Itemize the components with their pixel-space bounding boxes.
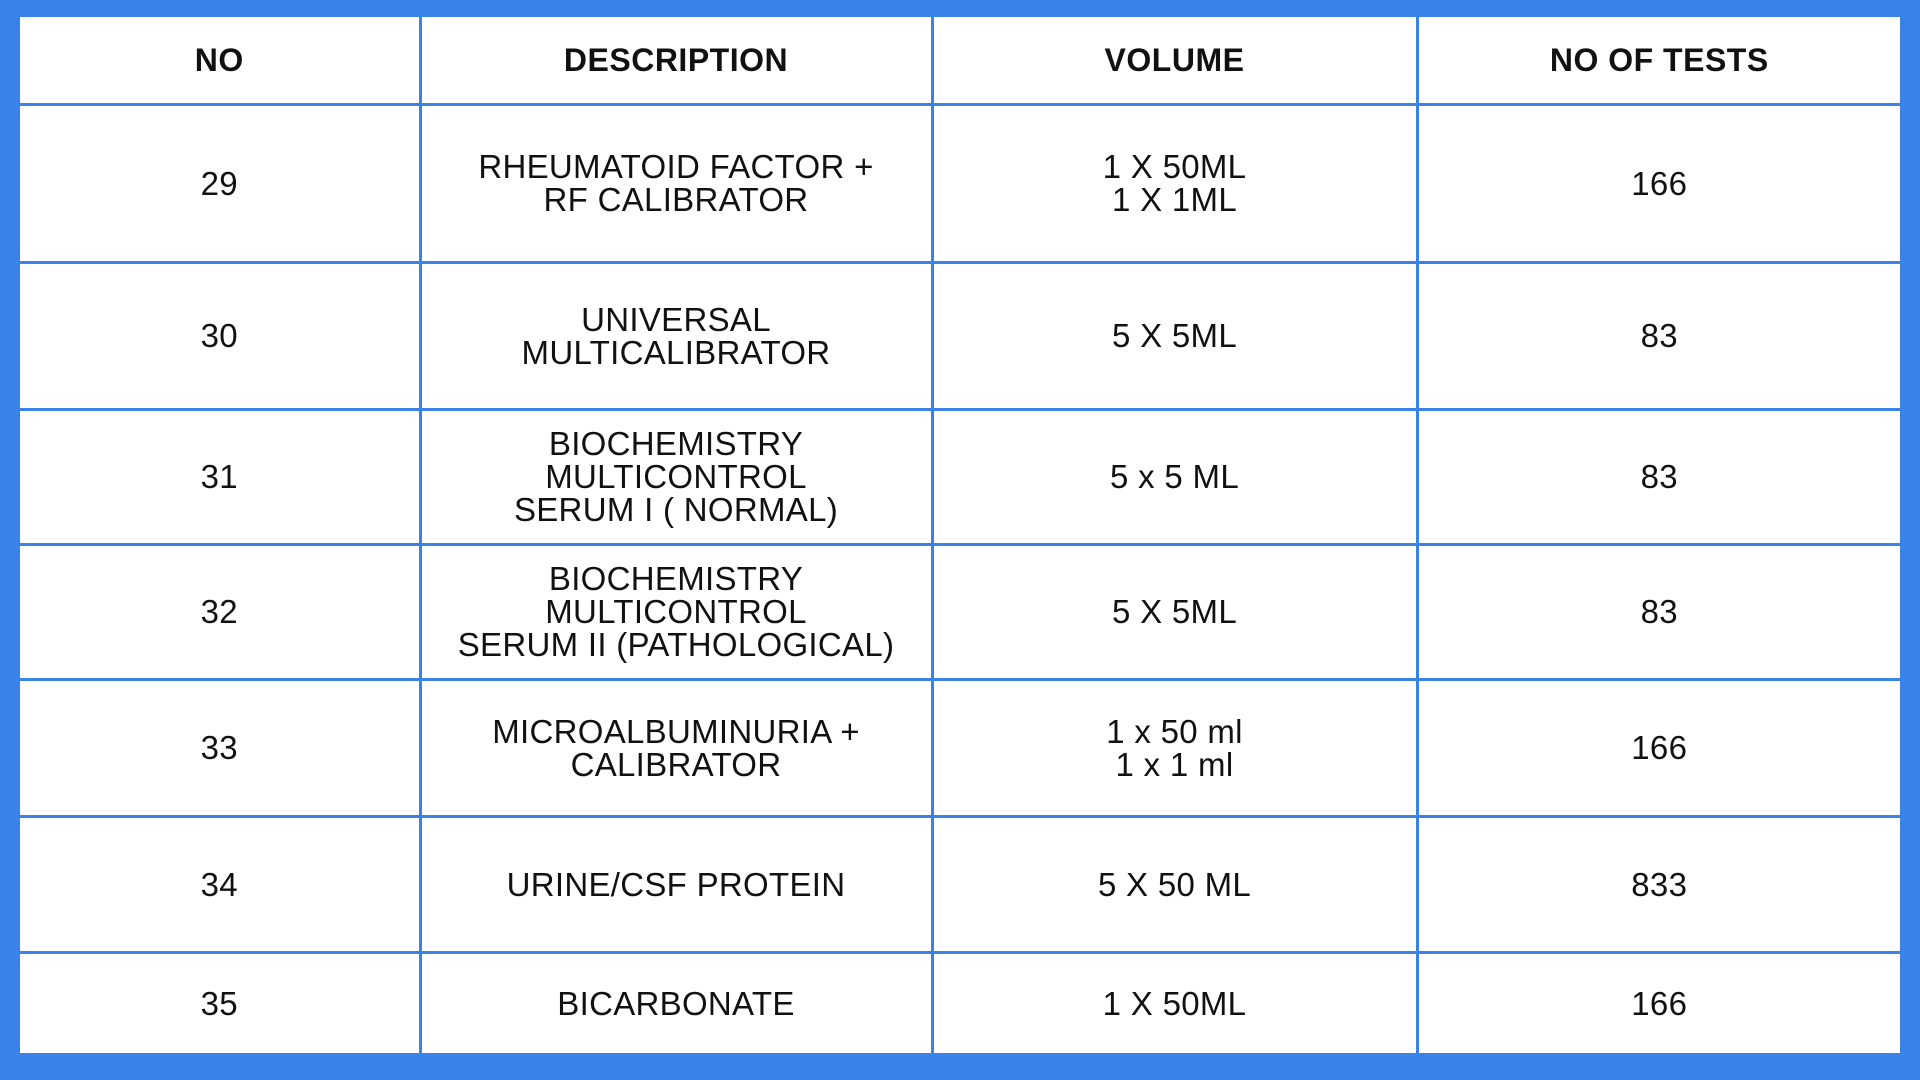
description-line: BICARBONATE: [557, 985, 795, 1023]
cell-tests: 83: [1417, 544, 1900, 680]
cell-volume: [932, 410, 1417, 544]
table-row: [20, 105, 1900, 263]
volume-line: 1 X 1ML: [1112, 181, 1237, 219]
cell-description: [420, 105, 932, 263]
table-header-row: [20, 17, 1900, 105]
volume-line: 5 x 5 ML: [1110, 458, 1239, 496]
cell-description: [420, 262, 932, 410]
volume-line: 1 x 1 ml: [1115, 745, 1234, 783]
cell-no: 35: [20, 953, 420, 1053]
table-row: [20, 953, 1900, 1053]
description-line: CALIBRATOR: [570, 745, 782, 783]
description-line: MULTICONTROL: [545, 593, 807, 631]
header-description: DESCRIPTION: [420, 17, 932, 105]
cell-tests: 83: [1417, 410, 1900, 544]
description-line: RHEUMATOID FACTOR +: [478, 148, 874, 186]
table-row: [20, 816, 1900, 953]
volume-line: 5 X 50 ML: [1097, 865, 1252, 903]
description-line: SERUM II (PATHOLOGICAL): [457, 626, 895, 664]
cell-tests: 166: [1417, 105, 1900, 263]
cell-tests: 166: [1417, 953, 1900, 1053]
cell-tests: 166: [1417, 680, 1900, 817]
cell-description: [420, 680, 932, 817]
header-volume: VOLUME: [932, 17, 1417, 105]
cell-no: 29: [20, 105, 420, 263]
cell-description: [420, 816, 932, 953]
cell-no: 32: [20, 544, 420, 680]
cell-description: [420, 410, 932, 544]
volume-line: 5 X 5ML: [1112, 593, 1237, 631]
table-row: [20, 262, 1900, 410]
description-line: SERUM I ( NORMAL): [513, 491, 839, 529]
volume-line: 1 x 50 ml: [1106, 712, 1243, 750]
cell-volume: [932, 105, 1417, 263]
description-line: RF CALIBRATOR: [543, 181, 809, 219]
cell-tests: 833: [1417, 816, 1900, 953]
header-no: NO: [20, 17, 420, 105]
description-line: UNIVERSAL: [581, 300, 771, 338]
table-row: [20, 680, 1900, 817]
cell-description: [420, 544, 932, 680]
description-line: MICROALBUMINURIA +: [492, 712, 860, 750]
table-row: [20, 410, 1900, 544]
cell-no: 34: [20, 816, 420, 953]
cell-volume: [932, 544, 1417, 680]
header-tests: NO OF TESTS: [1417, 17, 1900, 105]
volume-line: 1 X 50ML: [1102, 148, 1247, 186]
volume-line: 1 X 50ML: [1102, 985, 1247, 1023]
cell-volume: [932, 262, 1417, 410]
cell-no: 33: [20, 680, 420, 817]
description-line: MULTICALIBRATOR: [521, 333, 831, 371]
cell-volume: [932, 953, 1417, 1053]
description-line: BIOCHEMISTRY: [548, 425, 804, 463]
description-line: BIOCHEMISTRY: [548, 560, 804, 598]
description-line: MULTICONTROL: [545, 458, 807, 496]
cell-description: [420, 953, 932, 1053]
cell-volume: [932, 680, 1417, 817]
volume-line: 5 X 5ML: [1112, 317, 1237, 355]
cell-volume: [932, 816, 1417, 953]
description-line: URINE/CSF PROTEIN: [506, 865, 846, 903]
cell-no: 30: [20, 262, 420, 410]
cell-tests: 83: [1417, 262, 1900, 410]
reagent-table: [20, 17, 1900, 1053]
cell-no: 31: [20, 410, 420, 544]
table-row: [20, 544, 1900, 680]
